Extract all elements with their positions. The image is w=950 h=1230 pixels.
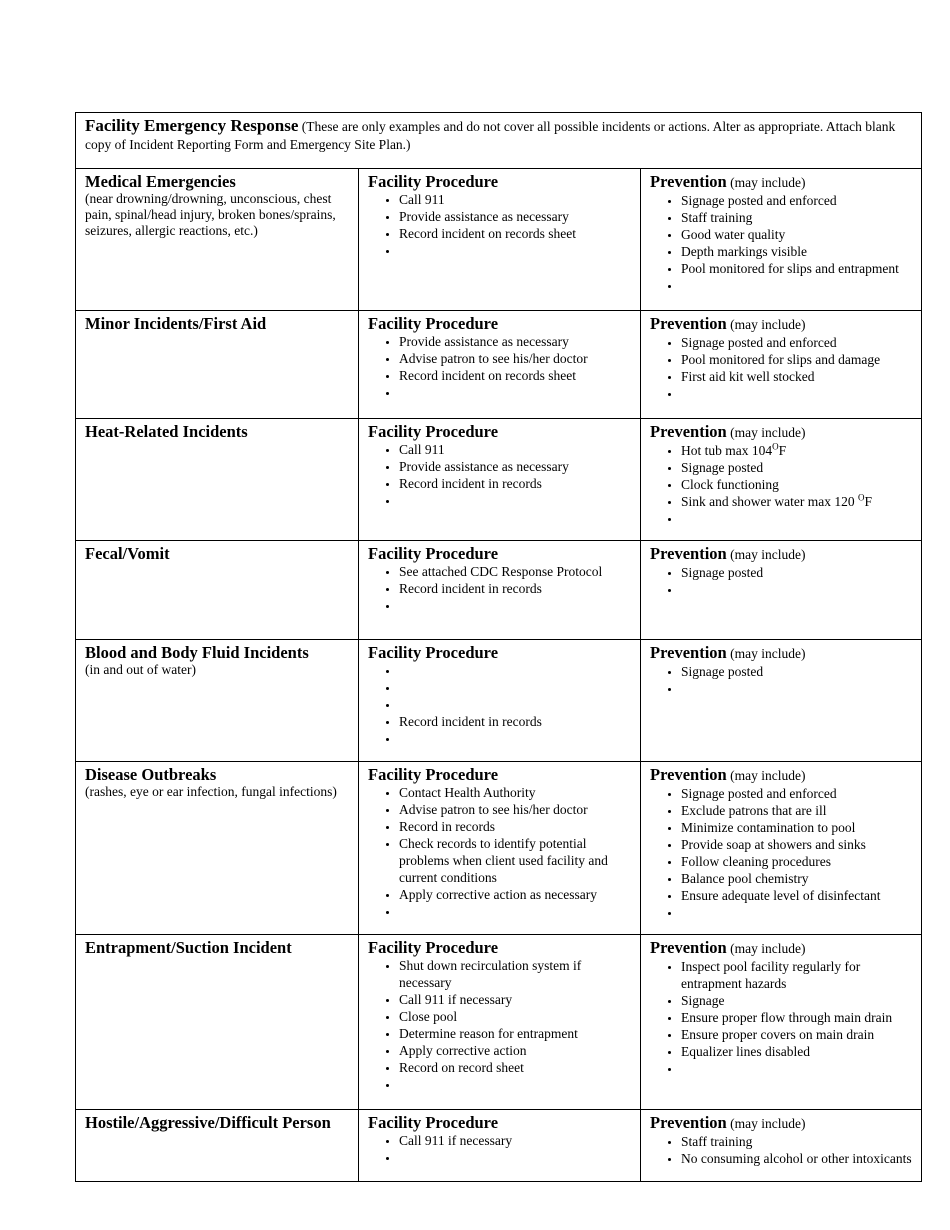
prevention-item: • Signage posted: [681, 663, 912, 680]
incident-examples: (in and out of water): [85, 662, 196, 677]
procedure-item: [399, 679, 631, 696]
procedure-item: • Apply corrective action: [399, 1042, 631, 1059]
may-include-note: (may include): [726, 175, 806, 190]
procedure-item: • Provide assistance as necessary: [399, 208, 631, 225]
prevention-label: Prevention: [650, 422, 727, 441]
may-include-note: (may include): [726, 547, 806, 562]
incident-row: [76, 935, 922, 1110]
sheet-instructions: (These are only examples and do not cover all possible incidents or actions. Alter as appropriate. Attach blank copy of Incident Reporting Form and Emergency Site Plan.): [85, 119, 896, 152]
intro-row: [76, 113, 922, 169]
may-include-note: (may include): [726, 941, 806, 956]
incident-category-cell: [76, 419, 359, 541]
procedure-item: [399, 1076, 631, 1093]
incident-category: Disease Outbreaks: [85, 765, 217, 784]
sheet-title: Facility Emergency Response: [85, 116, 299, 135]
prevention-heading: [650, 314, 912, 334]
prevention-cell: [641, 541, 922, 640]
procedure-heading: Facility Procedure: [368, 172, 499, 191]
procedure-heading: Facility Procedure: [368, 422, 499, 441]
facility-procedure-cell: [359, 311, 641, 419]
procedure-item: [399, 597, 631, 614]
prevention-item: • Signage posted: [681, 564, 912, 581]
prevention-item: • Good water quality: [681, 226, 912, 243]
prevention-heading: [650, 172, 912, 192]
procedure-item: • Call 911 if necessary: [399, 991, 631, 1008]
prevention-item: • Ensure proper covers on main drain: [681, 1026, 912, 1043]
prevention-heading: [650, 765, 912, 785]
procedure-item: • Advise patron to see his/her doctor: [399, 801, 631, 818]
emergency-response-sheet: [75, 112, 922, 1182]
procedure-list: [368, 191, 631, 259]
prevention-item: • Minimize contamination to pool: [681, 819, 912, 836]
facility-procedure-cell: [359, 419, 641, 541]
procedure-item: • See attached CDC Response Protocol: [399, 563, 631, 580]
prevention-item: • Pool monitored for slips and damage: [681, 351, 912, 368]
procedure-list: [368, 662, 631, 747]
degree-mark: O: [772, 441, 779, 452]
procedure-item: • Record incident on records sheet: [399, 225, 631, 242]
prevention-item: • Provide soap at showers and sinks: [681, 836, 912, 853]
incident-category-cell: [76, 762, 359, 935]
procedure-heading: Facility Procedure: [368, 314, 499, 333]
prevention-cell: [641, 762, 922, 935]
procedure-item: [399, 730, 631, 747]
procedure-item: • Close pool: [399, 1008, 631, 1025]
prevention-item: • No consuming alcohol or other intoxicants: [681, 1150, 912, 1167]
facility-procedure-cell: [359, 541, 641, 640]
prevention-item: • Depth markings visible: [681, 243, 912, 260]
facility-procedure-cell: [359, 935, 641, 1110]
prevention-item: • Equalizer lines disabled: [681, 1043, 912, 1060]
procedure-list: [368, 1132, 631, 1166]
incident-category: Fecal/Vomit: [85, 544, 170, 563]
procedure-heading: Facility Procedure: [368, 643, 499, 662]
procedure-item: • Apply corrective action as necessary: [399, 886, 631, 903]
prevention-item: [681, 581, 912, 598]
incident-examples: (near drowning/drowning, unconscious, chest pain, spinal/head injury, broken bones/sprains, seizures, allergic reactions, etc.): [85, 191, 336, 238]
prevention-item: [681, 904, 912, 921]
prevention-cell: [641, 419, 922, 541]
incident-category-cell: [76, 935, 359, 1110]
prevention-heading: [650, 643, 912, 663]
facility-procedure-cell: [359, 640, 641, 762]
incident-category-cell: [76, 541, 359, 640]
prevention-item: [681, 277, 912, 294]
procedure-item: • Provide assistance as necessary: [399, 458, 631, 475]
prevention-list: [650, 663, 912, 697]
procedure-item: • Check records to identify potential problems when client used facility and current conditions: [399, 835, 631, 886]
temp-unit: F: [778, 443, 787, 458]
emergency-response-table: [75, 112, 922, 1182]
prevention-item: • Signage posted and enforced: [681, 334, 912, 351]
prevention-cell: [641, 1110, 922, 1182]
prevention-item: • Inspect pool facility regularly for entrapment hazards: [681, 958, 912, 992]
procedure-list: [368, 333, 631, 401]
prevention-label: Prevention: [650, 172, 727, 191]
prevention-item: • Signage posted and enforced: [681, 785, 912, 802]
may-include-note: (may include): [726, 1116, 806, 1131]
incident-rows: [76, 169, 922, 1182]
temp-unit: F: [864, 494, 873, 509]
procedure-item: [399, 903, 631, 920]
procedure-item: • Record incident in records: [399, 713, 631, 730]
facility-procedure-cell: [359, 169, 641, 311]
prevention-label: Prevention: [650, 314, 727, 333]
procedure-heading: Facility Procedure: [368, 765, 499, 784]
incident-category-cell: [76, 1110, 359, 1182]
procedure-list: [368, 784, 631, 920]
degree-mark: O: [858, 492, 865, 503]
prevention-label: Prevention: [650, 544, 727, 563]
prevention-cell: [641, 935, 922, 1110]
prevention-item: • Balance pool chemistry: [681, 870, 912, 887]
incident-row: [76, 640, 922, 762]
prevention-label: Prevention: [650, 938, 727, 957]
prevention-item: [681, 493, 912, 510]
prevention-item: • Signage: [681, 992, 912, 1009]
procedure-item: • Determine reason for entrapment: [399, 1025, 631, 1042]
procedure-item: [399, 696, 631, 713]
procedure-item: • Call 911 if necessary: [399, 1132, 631, 1149]
incident-row: [76, 1110, 922, 1182]
incident-category: Heat-Related Incidents: [85, 422, 248, 441]
prevention-item: • Staff training: [681, 1133, 912, 1150]
procedure-item: [399, 242, 631, 259]
incident-category: Blood and Body Fluid Incidents: [85, 643, 309, 662]
prevention-item: [681, 680, 912, 697]
procedure-list: [368, 957, 631, 1093]
procedure-item: • Record in records: [399, 818, 631, 835]
procedure-item: • Record on record sheet: [399, 1059, 631, 1076]
prevention-heading: [650, 422, 912, 442]
procedure-list: [368, 563, 631, 614]
procedure-item: • Record incident in records: [399, 580, 631, 597]
prevention-list: [650, 564, 912, 598]
prevention-item: • Signage posted: [681, 459, 912, 476]
incident-category: Medical Emergencies: [85, 172, 236, 191]
incident-category: Minor Incidents/First Aid: [85, 314, 267, 333]
hot-tub-text: Hot tub max 104: [681, 443, 773, 458]
incident-category: Hostile/Aggressive/Difficult Person: [85, 1113, 331, 1132]
procedure-item: • Record incident on records sheet: [399, 367, 631, 384]
may-include-note: (may include): [726, 425, 806, 440]
incident-row: [76, 762, 922, 935]
procedure-item: [399, 492, 631, 509]
procedure-heading: Facility Procedure: [368, 544, 499, 563]
prevention-cell: [641, 169, 922, 311]
procedure-heading: Facility Procedure: [368, 938, 499, 957]
procedure-item: • Call 911: [399, 441, 631, 458]
prevention-heading: [650, 544, 912, 564]
incident-row: [76, 541, 922, 640]
prevention-list: [650, 334, 912, 402]
incident-examples: (rashes, eye or ear infection, fungal infections): [85, 784, 337, 799]
prevention-list: [650, 958, 912, 1077]
incident-category-cell: [76, 311, 359, 419]
procedure-item: • Advise patron to see his/her doctor: [399, 350, 631, 367]
procedure-item: • Provide assistance as necessary: [399, 333, 631, 350]
incident-category-cell: [76, 169, 359, 311]
incident-row: [76, 419, 922, 541]
may-include-note: (may include): [726, 317, 806, 332]
prevention-item: • Exclude patrons that are ill: [681, 802, 912, 819]
incident-category: Entrapment/Suction Incident: [85, 938, 292, 957]
prevention-item: [681, 1060, 912, 1077]
sink-text: Sink and shower water max 120: [681, 494, 858, 509]
procedure-item: [399, 384, 631, 401]
may-include-note: (may include): [726, 646, 806, 661]
prevention-label: Prevention: [650, 765, 727, 784]
prevention-item: • Staff training: [681, 209, 912, 226]
prevention-item: • Follow cleaning procedures: [681, 853, 912, 870]
incident-row: [76, 169, 922, 311]
incident-category-cell: [76, 640, 359, 762]
prevention-item: [681, 510, 912, 527]
facility-procedure-cell: [359, 762, 641, 935]
procedure-item: • Contact Health Authority: [399, 784, 631, 801]
procedure-item: [399, 662, 631, 679]
prevention-item: • Clock functioning: [681, 476, 912, 493]
prevention-item: • Ensure proper flow through main drain: [681, 1009, 912, 1026]
procedure-item: • Record incident in records: [399, 475, 631, 492]
prevention-label: Prevention: [650, 643, 727, 662]
prevention-heading: [650, 938, 912, 958]
prevention-item: • Ensure adequate level of disinfectant: [681, 887, 912, 904]
prevention-item: • Signage posted and enforced: [681, 192, 912, 209]
procedure-item: • Call 911: [399, 191, 631, 208]
prevention-item: [681, 442, 912, 459]
prevention-cell: [641, 311, 922, 419]
prevention-label: Prevention: [650, 1113, 727, 1132]
prevention-list: [650, 785, 912, 921]
procedure-item: [399, 1149, 631, 1166]
prevention-item: [681, 385, 912, 402]
intro-cell: [76, 113, 922, 169]
procedure-list: [368, 441, 631, 509]
prevention-item: • First aid kit well stocked: [681, 368, 912, 385]
prevention-heading: [650, 1113, 912, 1133]
prevention-list: [650, 1133, 912, 1167]
incident-row: [76, 311, 922, 419]
prevention-item: • Pool monitored for slips and entrapment: [681, 260, 912, 277]
facility-procedure-cell: [359, 1110, 641, 1182]
prevention-list: [650, 192, 912, 294]
procedure-heading: Facility Procedure: [368, 1113, 499, 1132]
procedure-item: • Shut down recirculation system if necessary: [399, 957, 631, 991]
prevention-cell: [641, 640, 922, 762]
prevention-list: [650, 442, 912, 527]
may-include-note: (may include): [726, 768, 806, 783]
